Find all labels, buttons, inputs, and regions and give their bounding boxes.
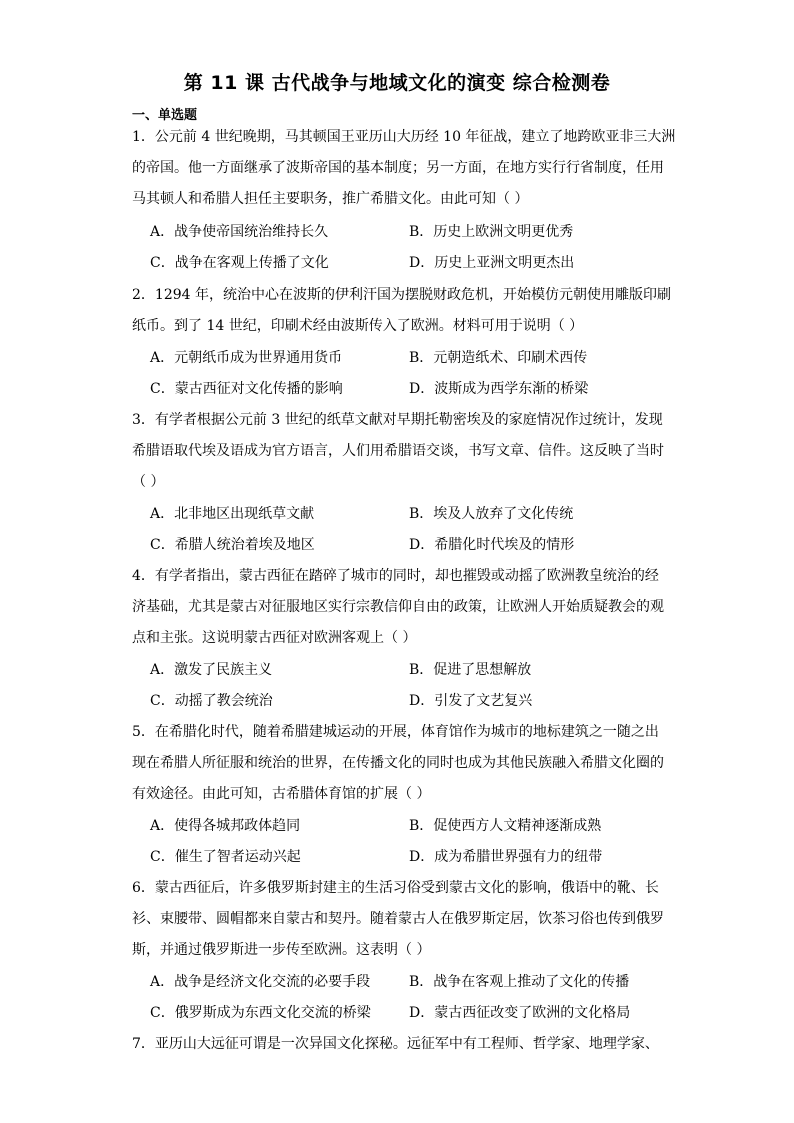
question-4-option-c[interactable]: C．动摇了教会统治 <box>150 693 273 709</box>
question-4-option-b[interactable]: B．促进了思想解放 <box>409 662 532 678</box>
question-4-option-a[interactable]: A．激发了民族主义 <box>150 662 273 678</box>
question-2-option-a[interactable]: A．元朝纸币成为世界通用货币 <box>150 350 343 366</box>
question-4-line-2: 济基础，尤其是蒙古对征服地区实行宗教信仰自由的政策，让欧洲人开始质疑教会的观 <box>132 599 664 615</box>
question-2-option-d[interactable]: D．波斯成为西学东渐的桥梁 <box>409 381 589 397</box>
question-5-line-3: 有效途径。由此可知，古希腊体育馆的扩展（ ） <box>132 786 431 802</box>
question-1-line-2: 的帝国。他一方面继承了波斯帝国的基本制度；另一方面，在地方实行行省制度，任用 <box>132 160 664 176</box>
question-4-option-d[interactable]: D．引发了文艺复兴 <box>409 693 533 709</box>
question-3-option-c[interactable]: C．希腊人统治着埃及地区 <box>150 537 315 553</box>
question-6-line-1: 6．蒙古西征后，许多俄罗斯封建主的生活习俗受到蒙古文化的影响，俄语中的靴、长 <box>132 880 659 896</box>
question-3-line-2: 希腊语取代埃及语成为官方语言，人们用希腊语交谈，书写文章、信件。这反映了当时 <box>132 443 664 459</box>
question-5-option-d[interactable]: D．成为希腊世界强有力的纽带 <box>409 849 603 865</box>
question-1-line-3: 马其顿人和希腊人担任主要职务，推广希腊文化。由此可知（ ） <box>132 191 529 207</box>
question-3-line-1: 3．有学者根据公元前 3 世纪的纸草文献对早期托勒密埃及的家庭情况作过统计，发现 <box>132 412 663 428</box>
question-2-line-1: 2．1294 年，统治中心在波斯的伊利汗国为摆脱财政危机，开始模仿元朝使用雕版印刷 <box>132 287 671 303</box>
question-5-option-c[interactable]: C．催生了智者运动兴起 <box>150 849 301 865</box>
question-6-line-3: 斯，并通过俄罗斯进一步传至欧洲。这表明（ ） <box>132 942 431 958</box>
question-5-line-2: 现在希腊人所征服和统治的世界，在传播文化的同时也成为其他民族融入希腊文化圈的 <box>132 755 664 771</box>
question-3-option-a[interactable]: A．北非地区出现纸草文献 <box>150 506 315 522</box>
question-1-option-c[interactable]: C．战争在客观上传播了文化 <box>150 255 329 271</box>
question-3-option-d[interactable]: D．希腊化时代埃及的情形 <box>409 537 575 553</box>
question-3-line-3: （ ） <box>132 474 165 490</box>
question-1-option-d[interactable]: D．历史上亚洲文明更杰出 <box>409 255 575 271</box>
question-6-option-b[interactable]: B．战争在客观上推动了文化的传播 <box>409 974 630 990</box>
question-2-option-b[interactable]: B．元朝造纸术、印刷术西传 <box>409 350 588 366</box>
question-6-option-c[interactable]: C．俄罗斯成为东西文化交流的桥梁 <box>150 1005 371 1021</box>
page-title: 第 11 课 古代战争与地域文化的演变 综合检测卷 <box>183 72 611 94</box>
question-6-option-a[interactable]: A．战争是经济文化交流的必要手段 <box>150 974 371 990</box>
question-5-option-a[interactable]: A．使得各城邦政体趋同 <box>150 818 301 834</box>
question-1-option-b[interactable]: B．历史上欧洲文明更优秀 <box>409 224 574 240</box>
question-2-line-2: 纸币。到了 14 世纪，印刷术经由波斯传入了欧洲。材料可用于说明（ ） <box>132 318 584 334</box>
question-4-line-1: 4．有学者指出，蒙古西征在踏碎了城市的同时，却也摧毁或动摇了欧洲教皇统治的经 <box>132 568 659 584</box>
question-2-option-c[interactable]: C．蒙古西征对文化传播的影响 <box>150 381 343 397</box>
section-heading: 一、单选题 <box>132 108 198 123</box>
question-5-option-b[interactable]: B．促使西方人文精神逐渐成熟 <box>409 818 602 834</box>
question-6-line-2: 衫、束腰带、圆帽都来自蒙古和契丹。随着蒙古人在俄罗斯定居，饮茶习俗也传到俄罗 <box>132 911 664 927</box>
question-6-option-d[interactable]: D．蒙古西征改变了欧洲的文化格局 <box>409 1005 631 1021</box>
question-1-line-1: 1．公元前 4 世纪晚期，马其顿国王亚历山大历经 10 年征战，建立了地跨欧亚非三大洲 <box>132 129 676 145</box>
question-5-line-1: 5．在希腊化时代，随着希腊建城运动的开展，体育馆作为城市的地标建筑之一随之出 <box>132 724 659 740</box>
question-4-line-3: 点和主张。这说明蒙古西征对欧洲客观上（ ） <box>132 630 417 646</box>
question-1-option-a[interactable]: A．战争使帝国统治维持长久 <box>150 224 329 240</box>
question-3-option-b[interactable]: B．埃及人放弃了文化传统 <box>409 506 574 522</box>
question-7-line-1: 7．亚历山大远征可谓是一次异国文化探秘。远征军中有工程师、哲学家、地理学家、 <box>132 1036 659 1052</box>
